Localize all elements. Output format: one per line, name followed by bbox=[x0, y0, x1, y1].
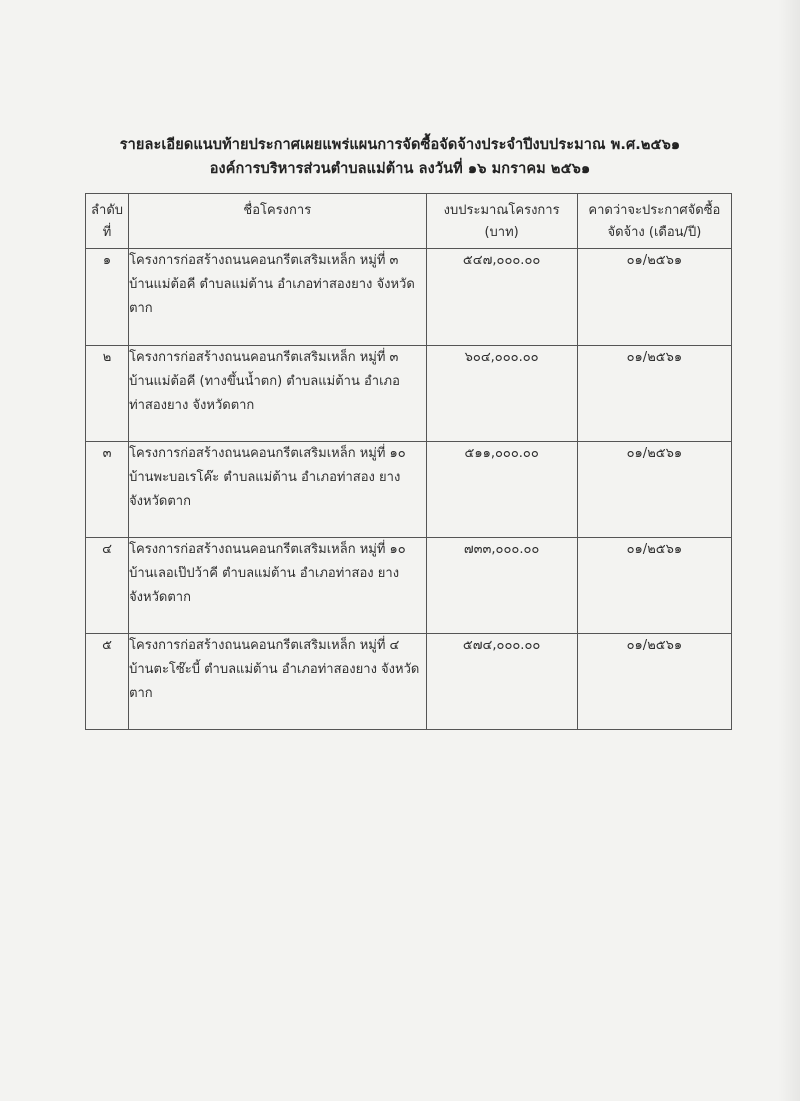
header-date-line1: คาดว่าจะประกาศจัดซื้อ bbox=[588, 203, 721, 218]
table-row bbox=[86, 538, 732, 634]
project-name: โครงการก่อสร้างถนนคอนกรีตเสริมเหล็ก หมู่ที่ ๑๐ บ้านพะบอเรโค๊ะ ตำบลแม่ต้าน อำเภอท่าสอง ยาง จังหวัดตาก bbox=[129, 442, 426, 538]
project-budget: ๕๗๔,๐๐๐.๐๐ bbox=[426, 634, 577, 730]
project-name: โครงการก่อสร้างถนนคอนกรีตเสริมเหล็ก หมู่ที่ ๔ บ้านตะโซ๊ะบี้ ตำบลแม่ต้าน อำเภอท่าสองยาง จังหวัดตาก bbox=[129, 634, 426, 730]
announce-date: ๐๑/๒๕๖๑ bbox=[577, 249, 731, 346]
header-budget bbox=[426, 194, 577, 249]
announce-date: ๐๑/๒๕๖๑ bbox=[577, 346, 731, 442]
project-budget: ๕๔๗,๐๐๐.๐๐ bbox=[426, 249, 577, 346]
table-row bbox=[86, 346, 732, 442]
project-name: โครงการก่อสร้างถนนคอนกรีตเสริมเหล็ก หมู่ที่ ๑๐ บ้านเลอเป๊ปว้าคี ตำบลแม่ต้าน อำเภอท่าสอง ยาง จังหวัดตาก bbox=[129, 538, 426, 634]
procurement-table bbox=[85, 193, 732, 730]
row-number: ๔ bbox=[86, 538, 129, 634]
announce-date: ๐๑/๒๕๖๑ bbox=[577, 538, 731, 634]
header-name: ชื่อโครงการ bbox=[129, 194, 426, 249]
header-date-line2: จัดจ้าง (เดือน/ปี) bbox=[607, 225, 702, 240]
row-number: ๕ bbox=[86, 634, 129, 730]
scan-shadow-edge bbox=[778, 0, 800, 1101]
header-no bbox=[86, 194, 129, 249]
project-budget: ๕๑๑,๐๐๐.๐๐ bbox=[426, 442, 577, 538]
project-name: โครงการก่อสร้างถนนคอนกรีตเสริมเหล็ก หมู่ที่ ๓ บ้านแม่ต้อคี ตำบลแม่ต้าน อำเภอท่าสองยาง จังหวัดตาก bbox=[129, 249, 426, 346]
announce-date: ๐๑/๒๕๖๑ bbox=[577, 442, 731, 538]
header-budget-line2: (บาท) bbox=[484, 225, 519, 240]
header-budget-line1: งบประมาณโครงการ bbox=[443, 203, 560, 218]
table-row bbox=[86, 442, 732, 538]
header-date bbox=[577, 194, 731, 249]
row-number: ๑ bbox=[86, 249, 129, 346]
document-subtitle: องค์การบริหารส่วนตำบลแม่ต้าน ลงวันที่ ๑๖ มกราคม ๒๕๖๑ bbox=[209, 161, 591, 177]
row-number: ๓ bbox=[86, 442, 129, 538]
row-number: ๒ bbox=[86, 346, 129, 442]
header-no-line2: ที่ bbox=[102, 225, 112, 240]
document-title: รายละเอียดแนบท้ายประกาศเผยแพร่แผนการจัดซื้อจัดจ้างประจำปีงบประมาณ พ.ศ.๒๕๖๑ bbox=[119, 137, 681, 153]
header-no-line1: ลำดับ bbox=[91, 203, 124, 218]
table-row bbox=[86, 249, 732, 346]
table-row bbox=[86, 634, 732, 730]
table-header-row bbox=[86, 194, 732, 249]
project-budget: ๖๐๔,๐๐๐.๐๐ bbox=[426, 346, 577, 442]
project-budget: ๗๓๓,๐๐๐.๐๐ bbox=[426, 538, 577, 634]
announce-date: ๐๑/๒๕๖๑ bbox=[577, 634, 731, 730]
project-name: โครงการก่อสร้างถนนคอนกรีตเสริมเหล็ก หมู่ที่ ๓ บ้านแม่ต้อคี (ทางขึ้นน้ำตก) ตำบลแม่ต้าน อำเภอท่าสองยาง จังหวัดตาก bbox=[129, 346, 426, 442]
